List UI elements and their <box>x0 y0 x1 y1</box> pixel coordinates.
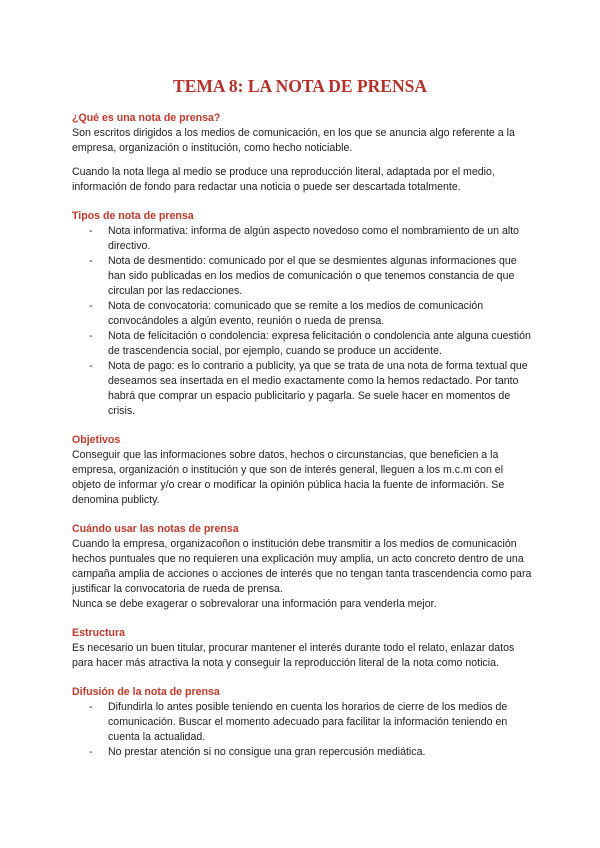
section-cuando <box>72 522 532 612</box>
difusion-list <box>72 700 532 760</box>
paragraph: Son escritos dirigidos a los medios de comunicación, en los que se anuncia algo referente a la empresa, organización o institución, como hecho noticiable. <box>72 127 515 154</box>
paragraph: Cuando la nota llega al medio se produce una reproducción literal, adaptada por el medio, información de fondo para redactar una noticia o puede ser descartada totalmente. <box>72 166 495 193</box>
paragraph: Conseguir que las informaciones sobre datos, hechos o circunstancias, que beneficien a la empresa, organización o institución y que son de interés general, lleguen a los m.c.m con el objeto de informar y/o crear o modificar la opinión pública hacia la fuente de información. Se denomina publicty. <box>72 449 505 506</box>
section-heading-objetivos: Objetivos <box>72 434 121 446</box>
section-tipos <box>72 209 532 419</box>
paragraph: Cuando la empresa, organizacoñon o institución debe transmitir a los medios de comunicación hechos puntuales que no requieren una explicación muy amplia, un acto concreto dentro de una campaña amplia de acciones o acciones de interés que no tengan tanta trascendencia como para justificar la convocatoria de rueda de prensa. <box>72 538 532 595</box>
list-item: - Nota de pago: es lo contrario a publicity, ya que se trata de una nota de forma textual que deseamos sea insertada en el medio exactamente como la hemos redactado. Por tanto habrá que comprar un espacio publicitario y pagarla. Se suele hacer en momentos de crisis. <box>72 359 532 419</box>
list-item: - Nota de convocatoria: comunicado que se remite a los medios de comunicación convocándoles a algún evento, reunión o rueda de prensa. <box>72 299 532 329</box>
page-title: TEMA 8: LA NOTA DE PRENSA <box>173 76 427 96</box>
section-heading-difusion: Difusión de la nota de prensa <box>72 686 220 698</box>
list-item: - No prestar atención si no consigue una gran repercusión mediática. <box>72 745 532 760</box>
document-body <box>72 111 532 760</box>
section-heading-que-es: ¿Qué es una nota de prensa? <box>72 112 221 124</box>
paragraph: Es necesario un buen titular, procurar mantener el interés durante todo el relato, enlazar datos para hacer más atractiva la nota y conseguir la reproducción literal de la nota como noticia. <box>72 642 515 669</box>
section-heading-cuando: Cuándo usar las notas de prensa <box>72 523 239 535</box>
section-heading-estructura: Estructura <box>72 627 125 639</box>
section-objetivos <box>72 433 532 508</box>
section-estructura <box>72 626 532 671</box>
section-que-es <box>72 111 532 195</box>
paragraph: Nunca se debe exagerar o sobrevalorar una información para venderla mejor. <box>72 598 437 610</box>
section-heading-tipos: Tipos de nota de prensa <box>72 210 194 222</box>
list-item: - Nota de felicitación o condolencia: expresa felicitación o condolencia ante alguna cuestión de trascendencia social, por ejemplo, cuando se produce un accidente. <box>72 329 532 359</box>
tipos-list <box>72 224 532 419</box>
list-item: - Nota informativa: informa de algún aspecto novedoso como el nombramiento de un alto directivo. <box>72 224 532 254</box>
list-item: - Nota de desmentido: comunicado por el que se desmientes algunas informaciones que han sido publicadas en los medios de comunicación o que tenemos constancia de que circulan por las redacciones. <box>72 254 532 299</box>
list-item: - Difundirla lo antes posible teniendo en cuenta los horarios de cierre de los medios de comunicación. Buscar el momento adecuado para facilitar la información teniendo en cuenta la actualidad. <box>72 700 532 745</box>
section-difusion <box>72 685 532 760</box>
